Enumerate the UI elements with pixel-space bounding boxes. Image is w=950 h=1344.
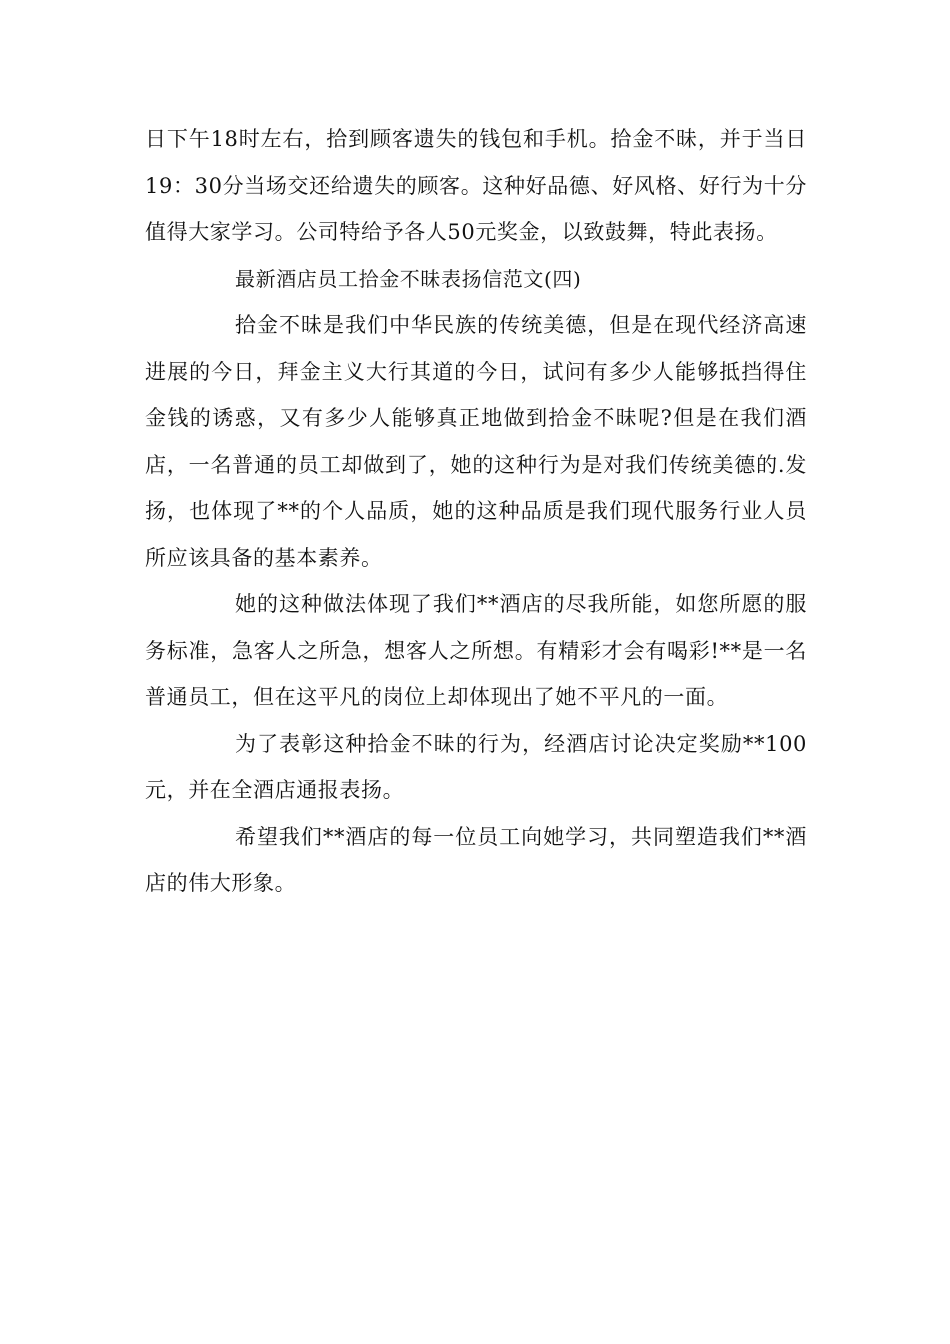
paragraph-service-standard: 她的这种做法体现了我们**酒店的尽我所能，如您所愿的服务标准，急客人之所急，想客人之所想。有精彩才会有喝彩!**是一名普通员工，但在这平凡的岗位上却体现出了她不平凡的一面。 bbox=[145, 592, 807, 709]
document-body bbox=[145, 116, 807, 907]
section-heading: 最新酒店员工拾金不昧表扬信范文(四) bbox=[235, 266, 582, 291]
paragraph-closing: 希望我们**酒店的每一位员工向她学习，共同塑造我们**酒店的伟大形象。 bbox=[145, 824, 807, 895]
paragraph-virtue: 拾金不昧是我们中华民族的传统美德，但是在现代经济高速进展的今日，拜金主义大行其道的今日，试问有多少人能够抵挡得住金钱的诱惑，又有多少人能够真正地做到拾金不昧呢?但是在我们酒店，一名普通的员工却做到了，她的这种行为是对我们传统美德的.发扬，也体现了**的个人品质，她的这种品质是我们现代服务行业人员所应该具备的基本素养。 bbox=[145, 313, 807, 570]
paragraph-reward: 为了表彰这种拾金不昧的行为，经酒店讨论决定奖励**100元，并在全酒店通报表扬。 bbox=[145, 731, 807, 802]
paragraph-continuation: 日下午18时左右，拾到顾客遗失的钱包和手机。拾金不昧，并于当日19：30分当场交还给遗失的顾客。这种好品德、好风格、好行为十分值得大家学习。公司特给予各人50元奖金，以致鼓舞，特此表扬。 bbox=[145, 127, 807, 244]
